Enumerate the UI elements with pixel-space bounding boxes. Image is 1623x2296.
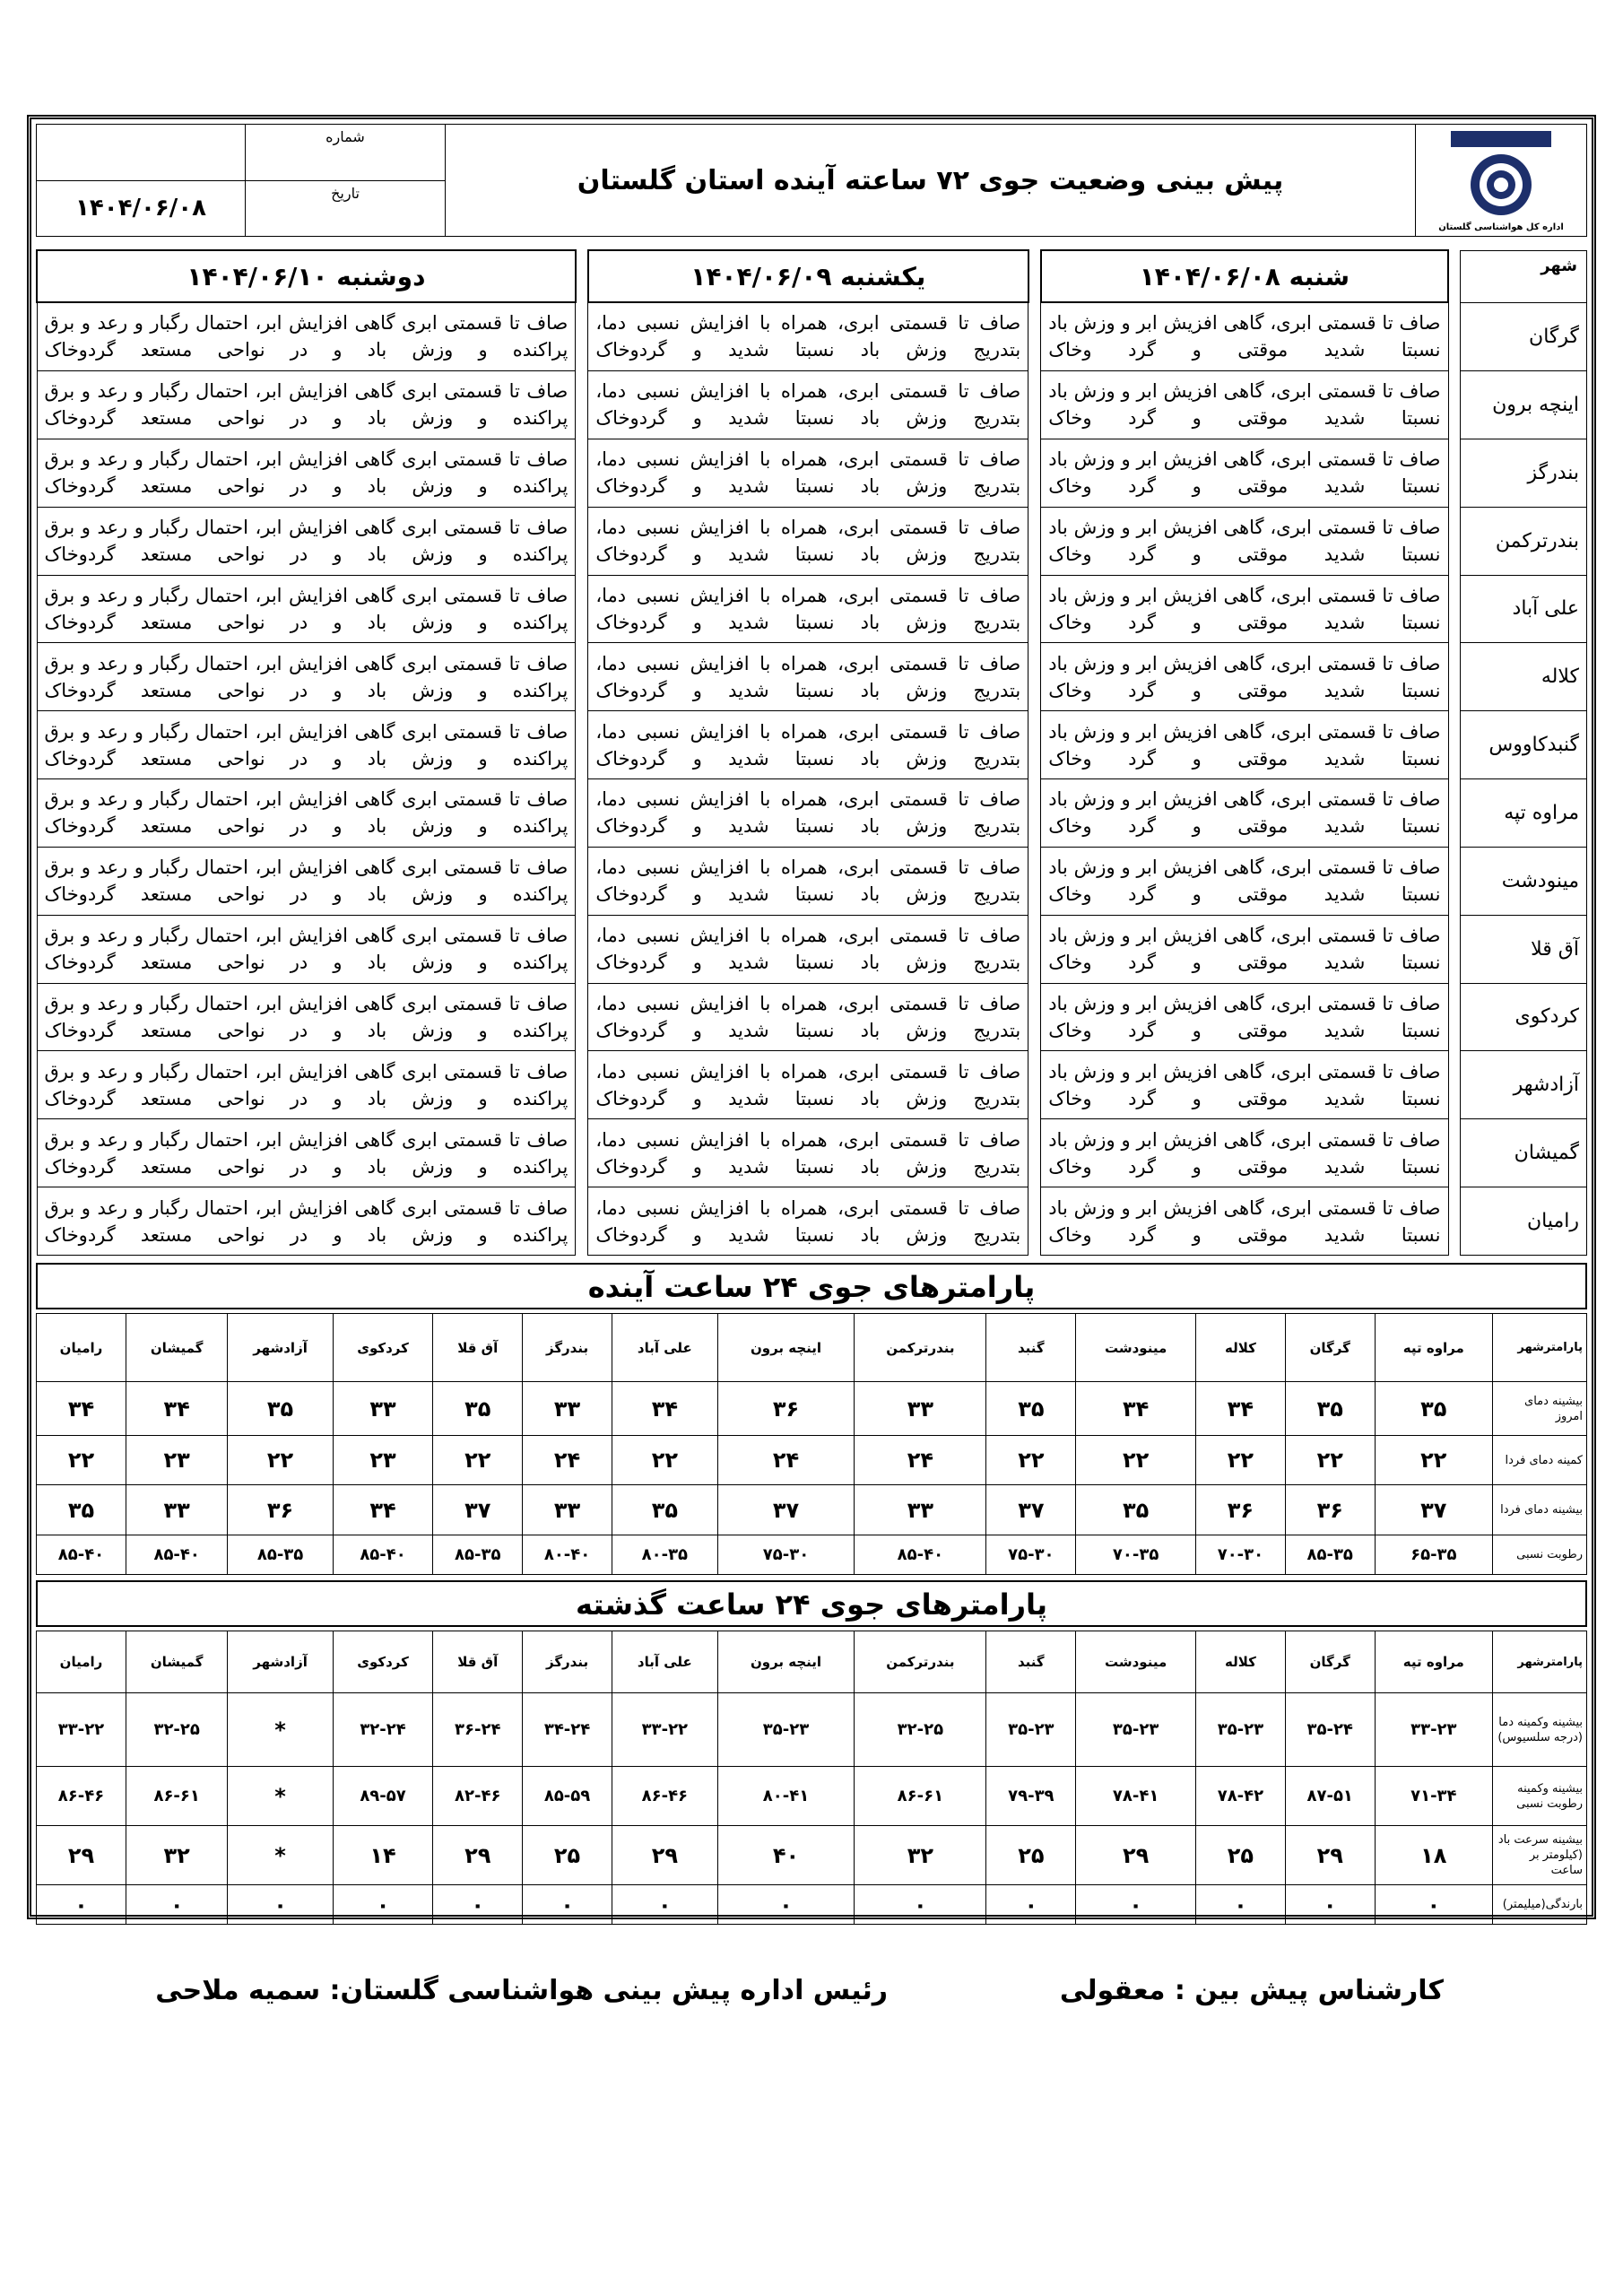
param-value: ۸۹-۵۷: [333, 1767, 433, 1826]
param-value: ۸۵-۵۹: [523, 1767, 612, 1826]
param-value: ۲۵: [986, 1826, 1076, 1885]
param-value: ۳۵-۲۴: [1285, 1693, 1375, 1767]
param-value: ۸۰-۴۰: [523, 1535, 612, 1574]
forecast-row: [37, 370, 1587, 439]
param-city-header: بندرگز: [523, 1631, 612, 1693]
forecast-row: [37, 847, 1587, 915]
forecast-day1: صاف تا قسمتی ابری، گاهی افزیش ابر و وزش باد نسبتا شدید موقتی و گرد وخاک: [1041, 1051, 1448, 1119]
forecast-row: [37, 302, 1587, 370]
param-value: ۰: [612, 1885, 717, 1925]
page-title: پیش بینی وضعیت جوی ۷۲ ساعته آینده استان گلستان: [446, 125, 1416, 237]
param-row: [37, 1693, 1587, 1767]
past24-title: پارامترهای جوی ۲۴ ساعت گذشته: [36, 1580, 1587, 1627]
param-value: ۸۶-۴۶: [612, 1767, 717, 1826]
param-value: ۳۶: [228, 1485, 333, 1535]
forecast-day2: صاف تا قسمتی ابری، همراه با افزایش نسبی دما، بتدریج وزش باد نسبتا شدید و گردوخاک: [588, 643, 1028, 711]
param-city-header: آق قلا: [433, 1314, 523, 1382]
param-value: ۸۷-۵۱: [1285, 1767, 1375, 1826]
forecast-day2: صاف تا قسمتی ابری، همراه با افزایش نسبی دما، بتدریج وزش باد نسبتا شدید و گردوخاک: [588, 779, 1028, 848]
forecast-day1: صاف تا قسمتی ابری، گاهی افزیش ابر و وزش باد نسبتا شدید موقتی و گرد وخاک: [1041, 643, 1448, 711]
forecast-row: [37, 915, 1587, 983]
city-name: گنبدکاووس: [1461, 711, 1587, 779]
forecast-day1: صاف تا قسمتی ابری، گاهی افزیش ابر و وزش باد نسبتا شدید موقتی و گرد وخاک: [1041, 779, 1448, 848]
forecast-table: [36, 249, 1587, 1256]
param-value: ۳۳-۲۲: [37, 1693, 126, 1767]
param-city-header: علی آباد: [612, 1631, 717, 1693]
param-value: ۲۵: [1196, 1826, 1286, 1885]
param-value: ۳۳: [855, 1382, 986, 1436]
city-name: کلاله: [1461, 643, 1587, 711]
forecast-day2: صاف تا قسمتی ابری، همراه با افزایش نسبی دما، بتدریج وزش باد نسبتا شدید و گردوخاک: [588, 302, 1028, 370]
param-label: بیشینه سرعت باد (کیلومتر بر ساعت: [1493, 1826, 1587, 1885]
param-row: [37, 1767, 1587, 1826]
param-city-header: اینچه برون: [717, 1631, 855, 1693]
forecast-day3: صاف تا قسمتی ابری گاهی افزایش ابر، احتمال رگبار و رعد و برق پراکنده و وزش باد و در نواحی مستعد گردوخاک: [37, 1187, 576, 1256]
param-value: ۳۵: [37, 1485, 126, 1535]
param-value: ۳۵: [433, 1382, 523, 1436]
param-value: ۲۹: [1285, 1826, 1375, 1885]
param-value: ۳۵: [1285, 1382, 1375, 1436]
next24-table: [36, 1313, 1587, 1575]
forecast-day3: صاف تا قسمتی ابری گاهی افزایش ابر، احتمال رگبار و رعد و برق پراکنده و وزش باد و در نواحی مستعد گردوخاک: [37, 915, 576, 983]
param-value: ۳۵: [612, 1485, 717, 1535]
param-label: رطوبت نسبی: [1493, 1535, 1587, 1574]
city-name: گرگان: [1461, 302, 1587, 370]
forecast-day1: صاف تا قسمتی ابری، گاهی افزیش ابر و وزش باد نسبتا شدید موقتی و گرد وخاک: [1041, 915, 1448, 983]
param-city-header: مراوه تپه: [1375, 1314, 1492, 1382]
param-value: ۰: [1285, 1885, 1375, 1925]
param-city-header: علی آباد: [612, 1314, 717, 1382]
param-row: [37, 1885, 1587, 1925]
param-value: ۲۲: [986, 1436, 1076, 1485]
forecast-day3: صاف تا قسمتی ابری گاهی افزایش ابر، احتمال رگبار و رعد و برق پراکنده و وزش باد و در نواحی مستعد گردوخاک: [37, 439, 576, 507]
param-city-header: رامیان: [37, 1631, 126, 1693]
param-value: ۲۲: [612, 1436, 717, 1485]
param-row: [37, 1382, 1587, 1436]
param-value: ۴۰: [717, 1826, 855, 1885]
param-value: ۳۲: [855, 1826, 986, 1885]
param-value: ۳۶-۲۴: [433, 1693, 523, 1767]
city-name: بندرگز: [1461, 439, 1587, 507]
param-city-header: گمیشان: [126, 1314, 227, 1382]
forecast-day2: صاف تا قسمتی ابری، همراه با افزایش نسبی دما، بتدریج وزش باد نسبتا شدید و گردوخاک: [588, 1119, 1028, 1187]
param-value: ۲۹: [433, 1826, 523, 1885]
logo: [1416, 125, 1587, 237]
param-value: ۰: [523, 1885, 612, 1925]
param-value: ۰: [855, 1885, 986, 1925]
forecast-day3: صاف تا قسمتی ابری گاهی افزایش ابر، احتمال رگبار و رعد و برق پراکنده و وزش باد و در نواحی مستعد گردوخاک: [37, 847, 576, 915]
param-value: ۲۲: [1375, 1436, 1492, 1485]
param-value: ۲۹: [612, 1826, 717, 1885]
param-city-header: آزادشهر: [228, 1314, 333, 1382]
param-row: [37, 1826, 1587, 1885]
param-label: بیشینه دمای فردا: [1493, 1485, 1587, 1535]
param-value: ۰: [333, 1885, 433, 1925]
forecast-row: [37, 643, 1587, 711]
forecast-day1: صاف تا قسمتی ابری، گاهی افزیش ابر و وزش باد نسبتا شدید موقتی و گرد وخاک: [1041, 847, 1448, 915]
forecast-day3: صاف تا قسمتی ابری گاهی افزایش ابر، احتمال رگبار و رعد و برق پراکنده و وزش باد و در نواحی مستعد گردوخاک: [37, 575, 576, 643]
param-value: ۷۱-۳۴: [1375, 1767, 1492, 1826]
number-value: [37, 125, 246, 181]
param-value: ۳۴: [1076, 1382, 1196, 1436]
param-value: ۲۹: [1076, 1826, 1196, 1885]
forecast-day2: صاف تا قسمتی ابری، همراه با افزایش نسبی دما، بتدریج وزش باد نسبتا شدید و گردوخاک: [588, 711, 1028, 779]
param-value: ۸۶-۶۱: [855, 1767, 986, 1826]
param-value: ۷۸-۴۱: [1076, 1767, 1196, 1826]
param-value: ۳۵-۲۳: [1196, 1693, 1286, 1767]
forecast-day2: صاف تا قسمتی ابری، همراه با افزایش نسبی دما، بتدریج وزش باد نسبتا شدید و گردوخاک: [588, 847, 1028, 915]
param-value: ۳۴-۲۴: [523, 1693, 612, 1767]
forecast-row: [37, 575, 1587, 643]
forecast-day2: صاف تا قسمتی ابری، همراه با افزایش نسبی دما، بتدریج وزش باد نسبتا شدید و گردوخاک: [588, 1051, 1028, 1119]
forecast-day3: صاف تا قسمتی ابری گاهی افزایش ابر، احتمال رگبار و رعد و برق پراکنده و وزش باد و در نواحی مستعد گردوخاک: [37, 643, 576, 711]
param-label: کمینه دمای فردا: [1493, 1436, 1587, 1485]
param-value: ۳۵-۲۳: [1076, 1693, 1196, 1767]
param-value: ۲۲: [1076, 1436, 1196, 1485]
param-value: ۷۵-۳۰: [717, 1535, 855, 1574]
param-value: ۸۵-۴۰: [855, 1535, 986, 1574]
param-city-header: کردکوی: [333, 1314, 433, 1382]
param-value: ۳۵-۲۳: [986, 1693, 1076, 1767]
header-table: [36, 124, 1587, 237]
forecast-row: [37, 439, 1587, 507]
forecast-day3: صاف تا قسمتی ابری گاهی افزایش ابر، احتمال رگبار و رعد و برق پراکنده و وزش باد و در نواحی مستعد گردوخاک: [37, 711, 576, 779]
param-value: ۳۴: [126, 1382, 227, 1436]
param-value: ۳۵: [986, 1382, 1076, 1436]
param-value: ۸۵-۳۵: [1285, 1535, 1375, 1574]
param-city-header: کلاله: [1196, 1314, 1286, 1382]
param-value: ۳۴: [1196, 1382, 1286, 1436]
param-value: ۳۳: [523, 1382, 612, 1436]
param-value: ۷۹-۳۹: [986, 1767, 1076, 1826]
city-name: مینودشت: [1461, 847, 1587, 915]
param-value: ۲۳: [333, 1436, 433, 1485]
forecast-row: [37, 1119, 1587, 1187]
forecast-row: [37, 507, 1587, 575]
param-value: ۲۲: [1285, 1436, 1375, 1485]
param-value: ۳۳: [523, 1485, 612, 1535]
forecast-day2: صاف تا قسمتی ابری، همراه با افزایش نسبی دما، بتدریج وزش باد نسبتا شدید و گردوخاک: [588, 1187, 1028, 1256]
city-name: مراوه تپه: [1461, 779, 1587, 848]
param-label: بیشینه وکمینه دما (درجه سلسیوس): [1493, 1693, 1587, 1767]
param-value: ۲۹: [37, 1826, 126, 1885]
forecaster-signature: کارشناس پیش بین : معقولی: [1059, 1975, 1444, 2006]
param-value: ۲۴: [523, 1436, 612, 1485]
param-value: ۳۷: [1375, 1485, 1492, 1535]
param-city-header: گمیشان: [126, 1631, 227, 1693]
param-value: ۳۳: [855, 1485, 986, 1535]
param-header-row: [37, 1314, 1587, 1382]
param-value: ۳۷: [433, 1485, 523, 1535]
param-city-header: آزادشهر: [228, 1631, 333, 1693]
param-value: ۲۲: [37, 1436, 126, 1485]
param-header-row: [37, 1631, 1587, 1693]
forecast-day2: صاف تا قسمتی ابری، همراه با افزایش نسبی دما، بتدریج وزش باد نسبتا شدید و گردوخاک: [588, 915, 1028, 983]
param-value: ۰: [1196, 1885, 1286, 1925]
param-corner: پارامترشهر: [1493, 1314, 1587, 1382]
param-city-header: گرگان: [1285, 1314, 1375, 1382]
param-city-header: رامیان: [37, 1314, 126, 1382]
forecast-row: [37, 1051, 1587, 1119]
param-value: ۳۳: [333, 1382, 433, 1436]
param-city-header: کردکوی: [333, 1631, 433, 1693]
meteorology-logo-icon: [1447, 129, 1555, 219]
forecast-row: [37, 983, 1587, 1051]
forecast-day3: صاف تا قسمتی ابری گاهی افزایش ابر، احتمال رگبار و رعد و برق پراکنده و وزش باد و در نواحی مستعد گردوخاک: [37, 1119, 576, 1187]
param-value: ۳۶: [1285, 1485, 1375, 1535]
head-signature: رئیس اداره پیش بینی هواشناسی گلستان: سمیه ملاحی: [155, 1975, 888, 2006]
param-value: ۳۳-۲۳: [1375, 1693, 1492, 1767]
param-value: ۳۴: [37, 1382, 126, 1436]
param-value: ۷۰-۳۰: [1196, 1535, 1286, 1574]
param-label: بیشینه دمای امروز: [1493, 1382, 1587, 1436]
forecast-day1: صاف تا قسمتی ابری، گاهی افزیش ابر و وزش باد نسبتا شدید موقتی و گرد وخاک: [1041, 439, 1448, 507]
param-value: ۲۳: [126, 1436, 227, 1485]
param-value: ۰: [126, 1885, 227, 1925]
param-value: *: [228, 1693, 333, 1767]
forecast-day1: صاف تا قسمتی ابری، گاهی افزیش ابر و وزش باد نسبتا شدید موقتی و گرد وخاک: [1041, 575, 1448, 643]
forecast-day3: صاف تا قسمتی ابری گاهی افزایش ابر، احتمال رگبار و رعد و برق پراکنده و وزش باد و در نواحی مستعد گردوخاک: [37, 983, 576, 1051]
city-column-header: شهر: [1461, 250, 1587, 302]
param-city-header: مینودشت: [1076, 1631, 1196, 1693]
param-value: ۳۶: [717, 1382, 855, 1436]
day-header: یکشنبه ۱۴۰۴/۰۶/۰۹: [588, 250, 1028, 302]
param-value: ۳۲: [126, 1826, 227, 1885]
param-value: ۰: [433, 1885, 523, 1925]
param-value: *: [228, 1767, 333, 1826]
param-value: ۸۲-۴۶: [433, 1767, 523, 1826]
param-value: ۳۵-۲۳: [717, 1693, 855, 1767]
param-value: ۳۲-۲۴: [333, 1693, 433, 1767]
param-value: ۳۴: [612, 1382, 717, 1436]
param-value: ۸۵-۳۵: [433, 1535, 523, 1574]
param-value: ۶۵-۳۵: [1375, 1535, 1492, 1574]
city-name: رامیان: [1461, 1187, 1587, 1256]
param-value: ۸۰-۳۵: [612, 1535, 717, 1574]
city-name: بندرترکمن: [1461, 507, 1587, 575]
forecast-day2: صاف تا قسمتی ابری، همراه با افزایش نسبی دما، بتدریج وزش باد نسبتا شدید و گردوخاک: [588, 983, 1028, 1051]
date-label: تاریخ: [246, 180, 446, 237]
param-value: ۳۵: [1076, 1485, 1196, 1535]
param-value: ۰: [1076, 1885, 1196, 1925]
param-value: ۱۸: [1375, 1826, 1492, 1885]
param-value: ۳۷: [717, 1485, 855, 1535]
forecast-day1: صاف تا قسمتی ابری، گاهی افزیش ابر و وزش باد نسبتا شدید موقتی و گرد وخاک: [1041, 983, 1448, 1051]
param-value: ۲۵: [523, 1826, 612, 1885]
param-city-header: گنبد: [986, 1314, 1076, 1382]
param-value: ۸۵-۳۵: [228, 1535, 333, 1574]
forecast-day3: صاف تا قسمتی ابری گاهی افزایش ابر، احتمال رگبار و رعد و برق پراکنده و وزش باد و در نواحی مستعد گردوخاک: [37, 1051, 576, 1119]
forecast-day1: صاف تا قسمتی ابری، گاهی افزیش ابر و وزش باد نسبتا شدید موقتی و گرد وخاک: [1041, 507, 1448, 575]
logo-caption: اداره کل هواشناسی گلستان: [1438, 222, 1564, 232]
date-value: ۱۴۰۴/۰۶/۰۸: [37, 180, 246, 237]
param-city-header: بندرگز: [523, 1314, 612, 1382]
forecast-row: [37, 1187, 1587, 1256]
day-header: دوشنبه ۱۴۰۴/۰۶/۱۰: [37, 250, 576, 302]
param-value: ۳۵: [1375, 1382, 1492, 1436]
param-value: ۰: [1375, 1885, 1492, 1925]
param-value: ۸۶-۴۶: [37, 1767, 126, 1826]
param-value: ۳۶: [1196, 1485, 1286, 1535]
param-city-header: مراوه تپه: [1375, 1631, 1492, 1693]
forecast-row: [37, 711, 1587, 779]
param-city-header: بندرترکمن: [855, 1631, 986, 1693]
forecast-row: [37, 779, 1587, 848]
forecast-day1: صاف تا قسمتی ابری، گاهی افزیش ابر و وزش باد نسبتا شدید موقتی و گرد وخاک: [1041, 1187, 1448, 1256]
forecast-day2: صاف تا قسمتی ابری، همراه با افزایش نسبی دما، بتدریج وزش باد نسبتا شدید و گردوخاک: [588, 507, 1028, 575]
param-value: ۳۷: [986, 1485, 1076, 1535]
param-city-header: آق قلا: [433, 1631, 523, 1693]
param-city-header: اینچه برون: [717, 1314, 855, 1382]
param-value: ۳۳: [126, 1485, 227, 1535]
param-row: [37, 1535, 1587, 1574]
forecast-day3: صاف تا قسمتی ابری گاهی افزایش ابر، احتمال رگبار و رعد و برق پراکنده و وزش باد و در نواحی مستعد گردوخاک: [37, 302, 576, 370]
city-name: علی آباد: [1461, 575, 1587, 643]
param-value: ۳۵: [228, 1382, 333, 1436]
param-value: ۰: [717, 1885, 855, 1925]
param-value: ۸۵-۴۰: [37, 1535, 126, 1574]
past24-table: [36, 1631, 1587, 1925]
param-value: *: [228, 1826, 333, 1885]
param-value: ۳۲-۲۵: [126, 1693, 227, 1767]
param-value: ۳۲-۲۵: [855, 1693, 986, 1767]
param-value: ۸۵-۴۰: [126, 1535, 227, 1574]
city-name: آزادشهر: [1461, 1051, 1587, 1119]
param-city-header: بندرترکمن: [855, 1314, 986, 1382]
forecast-day1: صاف تا قسمتی ابری، گاهی افزیش ابر و وزش باد نسبتا شدید موقتی و گرد وخاک: [1041, 302, 1448, 370]
forecast-day2: صاف تا قسمتی ابری، همراه با افزایش نسبی دما، بتدریج وزش باد نسبتا شدید و گردوخاک: [588, 439, 1028, 507]
param-value: ۰: [37, 1885, 126, 1925]
param-value: ۰: [986, 1885, 1076, 1925]
param-value: ۲۲: [228, 1436, 333, 1485]
param-value: ۷۸-۴۲: [1196, 1767, 1286, 1826]
param-value: ۸۵-۴۰: [333, 1535, 433, 1574]
param-value: ۲۴: [717, 1436, 855, 1485]
param-value: ۳۳-۲۲: [612, 1693, 717, 1767]
next24-title: پارامترهای جوی ۲۴ ساعت آینده: [36, 1263, 1587, 1309]
param-value: ۲۲: [1196, 1436, 1286, 1485]
param-row: [37, 1485, 1587, 1535]
param-value: ۲۲: [433, 1436, 523, 1485]
param-city-header: گرگان: [1285, 1631, 1375, 1693]
forecast-day3: صاف تا قسمتی ابری گاهی افزایش ابر، احتمال رگبار و رعد و برق پراکنده و وزش باد و در نواحی مستعد گردوخاک: [37, 507, 576, 575]
param-value: ۳۴: [333, 1485, 433, 1535]
param-label: بارندگی(میلیمتر): [1493, 1885, 1587, 1925]
param-corner: پارامترشهر: [1493, 1631, 1587, 1693]
param-value: ۱۴: [333, 1826, 433, 1885]
param-row: [37, 1436, 1587, 1485]
forecast-day1: صاف تا قسمتی ابری، گاهی افزیش ابر و وزش باد نسبتا شدید موقتی و گرد وخاک: [1041, 370, 1448, 439]
day-header: شنبه ۱۴۰۴/۰۶/۰۸: [1041, 250, 1448, 302]
param-value: ۰: [228, 1885, 333, 1925]
param-value: ۷۵-۳۰: [986, 1535, 1076, 1574]
forecast-day3: صاف تا قسمتی ابری گاهی افزایش ابر، احتمال رگبار و رعد و برق پراکنده و وزش باد و در نواحی مستعد گردوخاک: [37, 370, 576, 439]
forecast-day1: صاف تا قسمتی ابری، گاهی افزیش ابر و وزش باد نسبتا شدید موقتی و گرد وخاک: [1041, 711, 1448, 779]
number-label: شماره: [246, 125, 446, 181]
city-name: کردکوی: [1461, 983, 1587, 1051]
city-name: آق قلا: [1461, 915, 1587, 983]
forecast-day2: صاف تا قسمتی ابری، همراه با افزایش نسبی دما، بتدریج وزش باد نسبتا شدید و گردوخاک: [588, 575, 1028, 643]
param-value: ۷۰-۳۵: [1076, 1535, 1196, 1574]
param-value: ۸۰-۴۱: [717, 1767, 855, 1826]
forecast-day1: صاف تا قسمتی ابری، گاهی افزیش ابر و وزش باد نسبتا شدید موقتی و گرد وخاک: [1041, 1119, 1448, 1187]
forecast-day2: صاف تا قسمتی ابری، همراه با افزایش نسبی دما، بتدریج وزش باد نسبتا شدید و گردوخاک: [588, 370, 1028, 439]
param-city-header: مینودشت: [1076, 1314, 1196, 1382]
city-name: گمیشان: [1461, 1119, 1587, 1187]
param-city-header: کلاله: [1196, 1631, 1286, 1693]
param-label: بیشینه وکمینه رطوبت نسبی: [1493, 1767, 1587, 1826]
param-value: ۲۴: [855, 1436, 986, 1485]
forecast-day3: صاف تا قسمتی ابری گاهی افزایش ابر، احتمال رگبار و رعد و برق پراکنده و وزش باد و در نواحی مستعد گردوخاک: [37, 779, 576, 848]
city-name: اینچه برون: [1461, 370, 1587, 439]
param-city-header: گنبد: [986, 1631, 1076, 1693]
param-value: ۸۶-۶۱: [126, 1767, 227, 1826]
